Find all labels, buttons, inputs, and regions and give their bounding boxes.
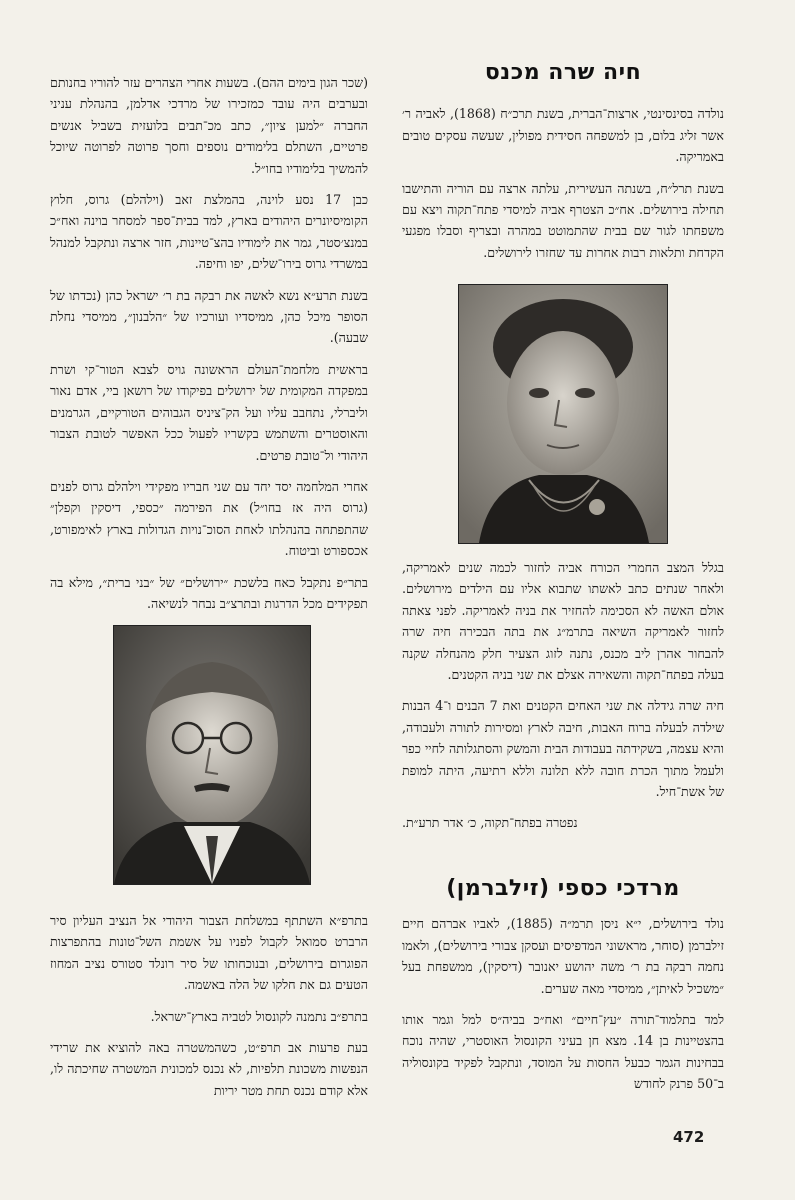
biography-machnes-continued [402,557,724,844]
biography-caspi-continued [50,72,368,624]
biography-caspi-start [402,878,724,1105]
paragraph: בשנת תרע״א נשא לאשה את רבקה בת ר׳ ישראל כהן (נכדתו של הסופר מיכל כהן, ממיסדיו ועורכיו של ״הלבנון״, ממיסדי נחלת שבעה). [50,287,368,346]
paragraph: למד בתלמוד־תורה ״עץ־חיים״ ואח״כ בביה״ס למל וגמר אותו בהצטיינות בן 14. מצא חן בעיני הקונסול האוסטרי, שהיה נוכח בבחינות הגמר כבעל החסות על המוסד, ונתקבל לפקיד בקונסוליה ב־50 פרנק לחודש [402,1012,725,1092]
death-line: נפטרה בפתח־תקוה, כ׳ אדר תרע״ת. [402,815,578,831]
portrait-photo-man [113,625,311,885]
paragraph: בגלל המצב החמרי הכורח אביה לחזור לכמה שנים לאמריקה, ולאחר שנתים כתב לאשתו שתבוא אליו עם הילדים מירושלים. אולם האשה לא הסכימה להחזיר את בניה לאמריקה. לפני צאתה לחזור לאמריקה השיאה בתרמ״ג את בתה הבכירה חיה שרה להבחור אהרן ליב מכנס, נתנה לזוג הצעיר חלק מהנחלה שקנה בעלה בפתח־תקוה והשאירה אצלם את שני בניה הקטנים. [402,560,724,683]
paragraph: בתרפ״א השתתף במשלחת הצבור היהודי אל הנציב העליון סיר הרברט סמואל לקבול לפניו על אשמת השל־טונות בהתפרצות הפוגרום בירושלים, ובנוכחותו של סיר רונלד סטורס נציב המחוז הטעים גם את חלקו של הלה באשמה. [50,913,368,993]
biography-caspi-end [50,910,368,1111]
biography-title-machnes: חיה שרה מכנס [484,60,642,85]
paragraph: כבן 17 נסע לוינה, בהמלצת זאב (וילהלם) גרוס, חלוץ הקומיסיונרים היהודים בארץ, למד בבית־ספר למסחר בוינה ואח״כ במנצ׳סטר, גמר את לימודיו בהצ־טיינות, חזר ארצה ונתקבל למנהל במשרדי גרוס בירו־שלים, יפו וחיפה. [50,192,368,272]
paragraph: חיה שרה גידלה את שני האחים הקטנים ואת 7 הבנים ו־4 הבנות שילדה לבעלה ברוח האבות, חיבה לארץ ומסירות לתורה ולעבודה, והיא עצמה, בשקידתה בעבודות הבית והמשק והסתגלותה לחיי כפר ולעמל מתוך הכרת חובה ללא תלונה וללא רתיעה, היתה למופת של אשת־חיל. [402,698,724,800]
page-number: 472 [673,1128,705,1146]
paragraph: אחרי המלחמה יסד יחד עם שני חבריו מפקידי וילהלם גרוס לפנים (גרוס היה אז בחו״ל) את הפירמה ״כספי, דיסקין וקפלן״ שהתפתחה בהנהלתו לאחת הסוכ־נויות הגדולות בארץ לאימפורט, אכספורט וביטוח. [50,478,368,559]
paragraph: (שכר הגון בימים ההם). בשעות אחרי הצהרים עזר להוריו בחנותם ובערבים היה עובד כמזכירו של מרדכי אדלמן, בהנהלת עניני החברה ״למען ציון״, כתב מכ־תבים בלועזית בשביל אנשים פרטיים, השתלם בלימודים נוספים וחסך פרוטה לפרוטה שיוכל להמשיך בלימודיו בחו״ל. [50,75,368,176]
paragraph: בתרפ״ב נתמנה לקונסול לטביה בארץ־ישראל. [150,1008,368,1024]
paragraph: בראשית מלחמת־העולם הראשונה גויס לצבא הטור־קי ושרת במפקדה המקומית של ירושלים בפיקודו של רושאן ביי, אדם נאור וליברלי, נתחבב עליו ועל הק־ציניס הגבוהים הטורקיים, הגרמנים והאוסטרים והשתמש בקשריו לפעול ככל האפשר לטובת הצבור היהודי ול־טובת פרטים. [50,361,368,463]
paragraph: נולד בירושלים, י״א ניסן תרמ״ה (1885), לאביו אברהם חיים זילברמן (סוחר, מראשוני המדפיסים ועסקן צבורי בירושלים), ולאמו נחמה רבקה בת ר׳ משה יהושע יאנובר (דיסקין), ממשפחת בעל ״משכיל לאיתן״, ממיסדי מאה שערים. [402,916,724,996]
paragraph: בשנת תרל״ח, בשנתה העשירית, עלתה ארצה עם הוריה והתישבו תחילה בירושלים. אח״כ הצטרף אביה למיסדי פתח־תקוה ויצא עם משפחתו לגור שם בבית שהתמוטט במהרה ובצריף וסבלו מפגעי הקדחת ותלאות רבות אחרות עד שחזרו לירושלים. [402,180,724,260]
paragraph: נולדה בסינסינטי, ארצות־הברית, בשנת תרכ״ח (1868), לאביה ר׳ אשר זליג בלום, בן למשפחה חסידית מפולין, שעשה עסקים טובים באמריקה. [402,106,724,165]
biography-title-caspi: מרדכי כספי (זילברמן) [446,876,680,901]
biography-machnes [402,62,724,273]
paragraph: בעת פרעות אב תרפ״ט, כשהמשטרה באה להוציא את שרידי הנפשות משכונת תלפיות, לא נכנס למכונית המשטרה שחיכתה לו, אלא קודם נכנס תחת מטר יריות [50,1040,368,1098]
portrait-photo-woman [458,284,668,544]
paragraph: בתר״פ נתקבל כאח בלשכת ״ירושלים״ של ״בני ברית״, מילא בה תפקידים מכל הדרגות ובתרצ״ב נבחר לנשיאה. [50,574,368,611]
